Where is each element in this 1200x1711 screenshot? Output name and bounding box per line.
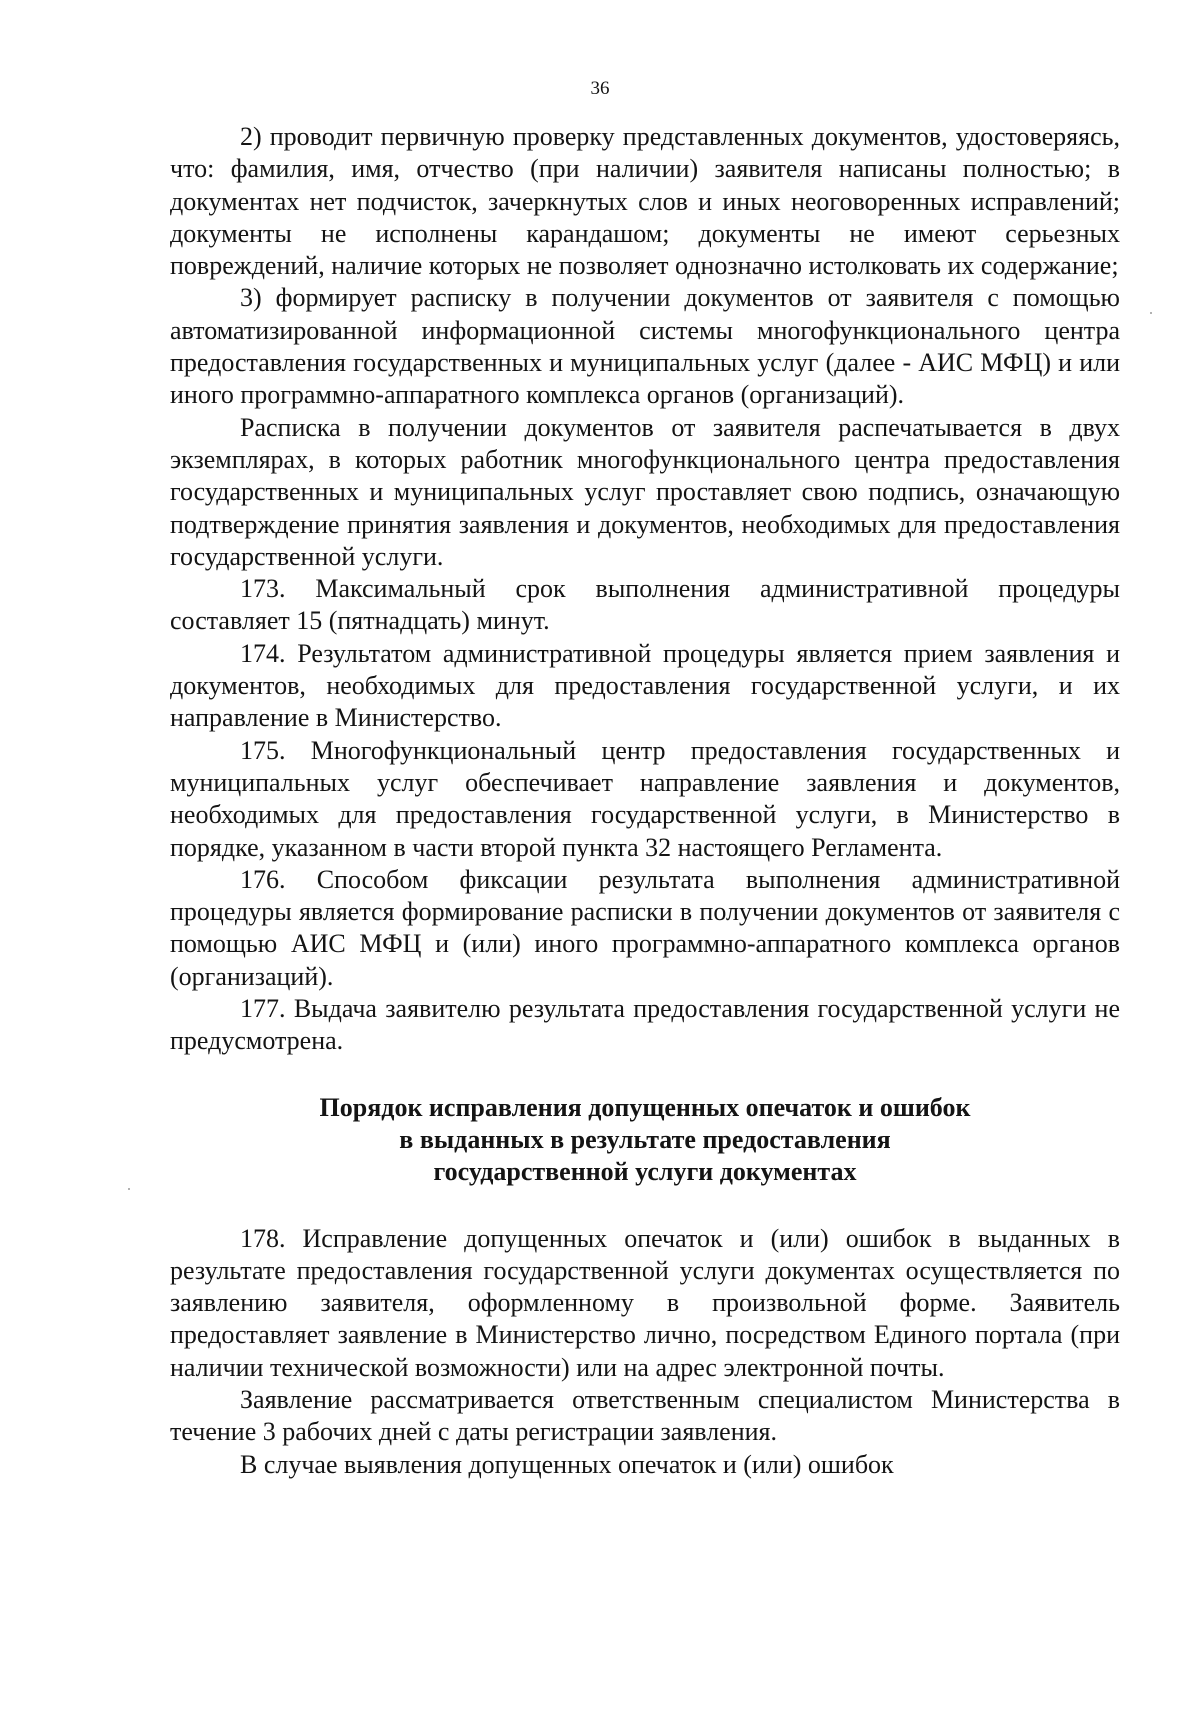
page-number: 36 xyxy=(590,78,610,99)
document-body xyxy=(170,121,1120,1481)
paragraph-errors-detected: В случае выявления допущенных опечаток и (или) ошибок xyxy=(240,1449,894,1479)
paragraph-176: 176. Способом фиксации результата выполнения административной процедуры является формирование расписки в получении документов от заявителя с помощью АИС МФЦ и (или) иного программно-аппаратного комплекса органов (организаций). xyxy=(170,864,1120,991)
scan-speck xyxy=(128,1188,130,1190)
paragraph-173: 173. Максимальный срок выполнения административной процедуры составляет 15 (пятнадцать) минут. xyxy=(170,574,1120,636)
scan-speck xyxy=(1150,312,1152,314)
paragraph-175: 175. Многофункциональный центр предоставления государственных и муниципальных услуг обеспечивает направление заявления и документов, необходимых для предоставления государственной услуги, в Министерство в порядке, указанном в части второй пункта 32 настоящего Регламента. xyxy=(170,735,1120,862)
paragraph-177: 177. Выдача заявителю результата предоставления государственной услуги не предусмотрена. xyxy=(170,994,1120,1056)
section-heading-line: Порядок исправления допущенных опечаток и ошибок xyxy=(319,1092,971,1122)
paragraph-review: Заявление рассматривается ответственным специалистом Министерства в течение 3 рабочих дней с даты регистрации заявления. xyxy=(170,1384,1120,1447)
section-heading xyxy=(170,1092,1120,1189)
paragraph-item-3: 3) формирует расписку в получении документов от заявителя с помощью автоматизированной информационной системы многофункционального центра предоставления государственных и муниципальных услуг (далее - АИС МФЦ) и или иного программно-аппаратного комплекса органов (организаций). xyxy=(170,283,1120,410)
paragraph-item-2: 2) проводит первичную проверку представленных документов, удостоверяясь, что: фамилия, имя, отчество (при наличии) заявителя написаны полностью; в документах нет подчисток, зачеркнутых слов и иных неоговоренных исправлений; документы не исполнены карандашом; документы не имеют серьезных повреждений, наличие которых не позволяет однозначно истолковать их содержание; xyxy=(170,122,1120,281)
paragraph-174: 174. Результатом административной процедуры является прием заявления и документов, необходимых для предоставления государственной услуги, и их направление в Министерство. xyxy=(170,638,1120,733)
section-heading-line: государственной услуги документах xyxy=(433,1157,857,1187)
section-heading-line: в выданных в результате предоставления xyxy=(399,1124,891,1154)
paragraph-receipt: Расписка в получении документов от заявителя распечатывается в двух экземплярах, в которых работник многофункционального центра предоставления государственных и муниципальных услуг проставляет свою подпись, означающую подтверждение принятия заявления и документов, необходимых для предоставления государственной услуги. xyxy=(170,412,1120,571)
paragraph-178: 178. Исправление допущенных опечаток и (или) ошибок в выданных в результате предоставления государственной услуги документах осуществляется по заявлению заявителя, оформленному в произвольной форме. Заявитель предоставляет заявление в Министерство лично, посредством Единого портала (при наличии технической возможности) или на адрес электронной почты. xyxy=(170,1223,1120,1382)
